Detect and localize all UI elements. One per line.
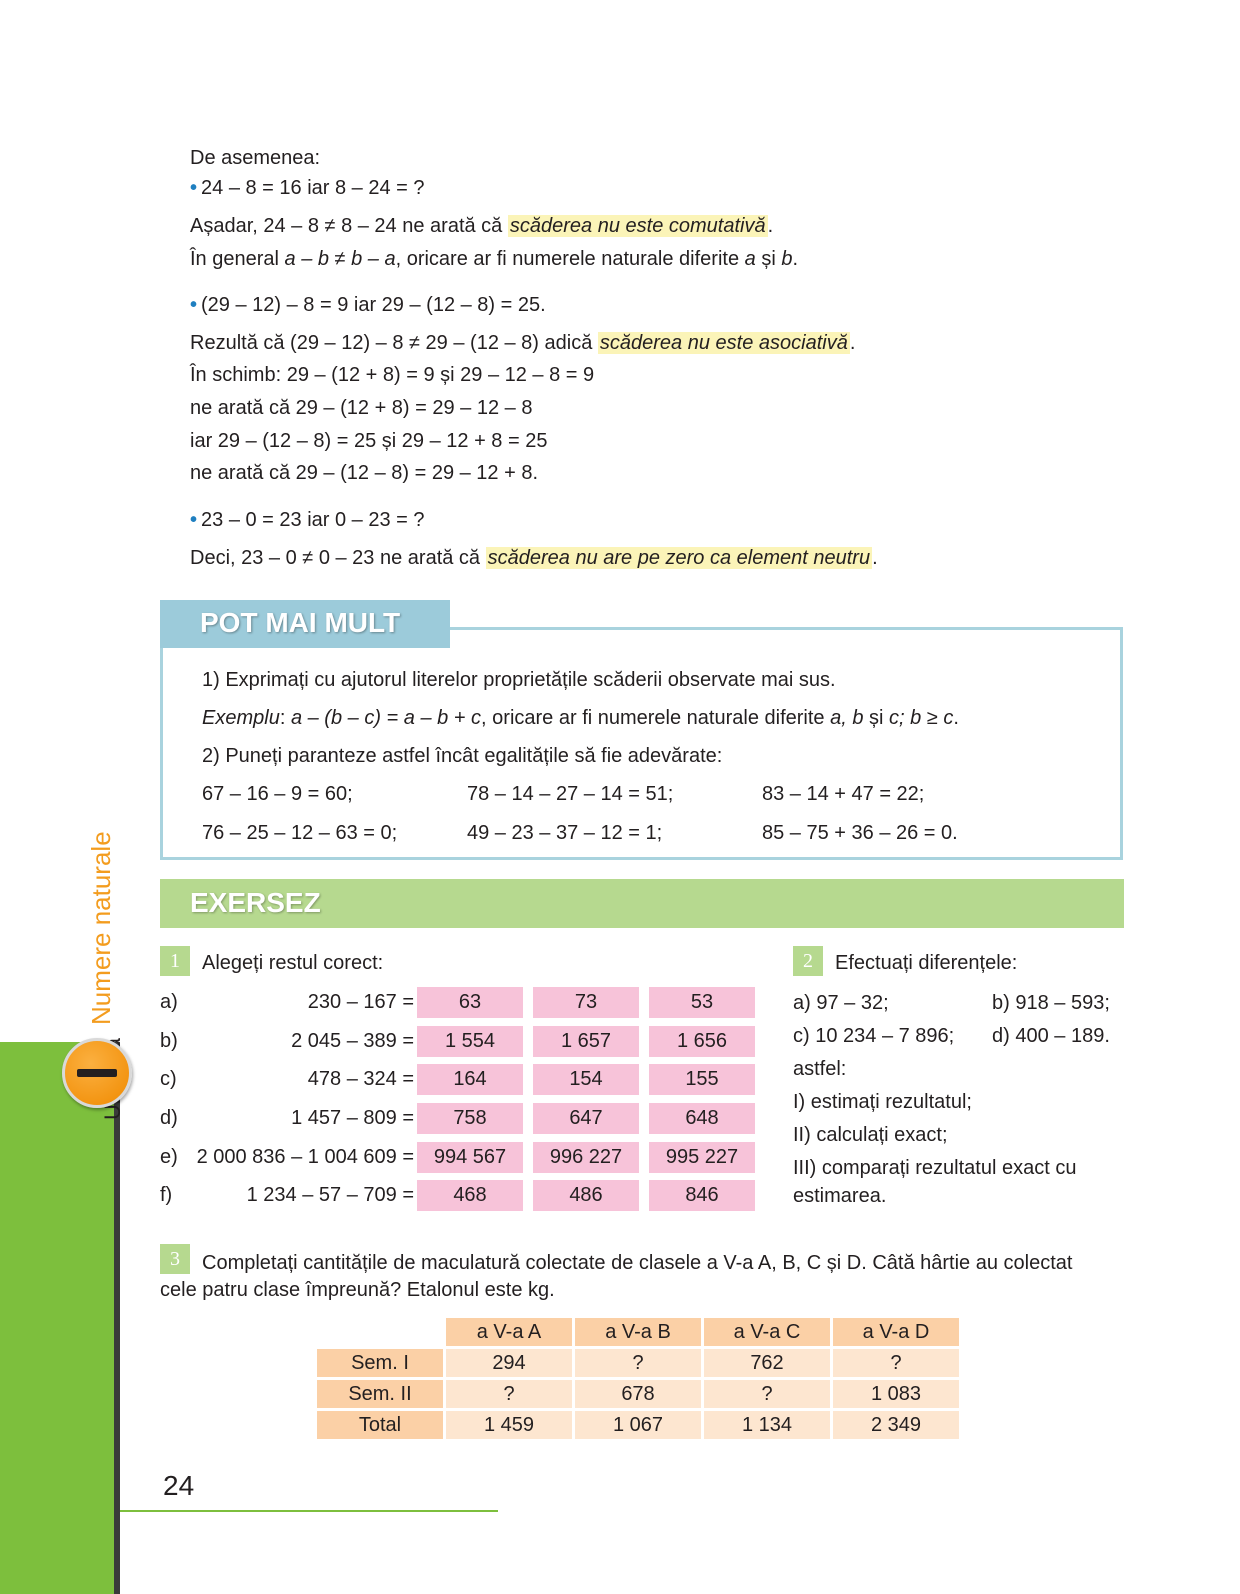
pot-example: Exemplu: a – (b – c) = a – b + c, oricare ar fi numerele naturale diferite a, b și c; b ≥ c. bbox=[202, 707, 959, 729]
answer-option[interactable]: 468 bbox=[417, 1180, 523, 1211]
exercise-2-badge: 2 bbox=[793, 946, 823, 976]
table-header: a V-a B bbox=[575, 1318, 701, 1346]
table-row-label: Sem. II bbox=[317, 1380, 443, 1408]
exercise-2-step: I) estimați rezultatul; bbox=[793, 1091, 972, 1113]
answer-option[interactable]: 647 bbox=[533, 1103, 639, 1134]
exercise-3-badge: 3 bbox=[160, 1244, 190, 1274]
exercise-2-step: II) calculați exact; bbox=[793, 1124, 948, 1146]
pot-equation: 85 – 75 + 36 – 26 = 0. bbox=[762, 822, 958, 844]
table-cell: 2 349 bbox=[833, 1411, 959, 1439]
intro-line-10: ne arată că 29 – (12 – 8) = 29 – 12 + 8. bbox=[190, 462, 539, 484]
unit-topic-label: Numere naturale bbox=[86, 831, 116, 1025]
pot-equation: 49 – 23 – 37 – 12 = 1; bbox=[467, 822, 663, 844]
intro-line-11: • 23 – 0 = 23 iar 0 – 23 = ? bbox=[190, 509, 425, 531]
exersez-title: EXERSEZ bbox=[190, 887, 321, 918]
exercise-2-item: b) 918 – 593; bbox=[992, 992, 1110, 1014]
answer-option[interactable]: 1 656 bbox=[649, 1026, 755, 1057]
highlight-neutral: scăderea nu are pe zero ca element neutru bbox=[487, 547, 871, 569]
answer-option[interactable]: 164 bbox=[417, 1064, 523, 1095]
exercise-2-item: a) 97 – 32; bbox=[793, 992, 889, 1014]
answer-option[interactable]: 154 bbox=[533, 1064, 639, 1095]
row-expression: 1 457 – 809 = bbox=[291, 1107, 414, 1129]
row-expression: 478 – 324 = bbox=[307, 1068, 414, 1090]
table-row-label: Total bbox=[317, 1411, 443, 1439]
row-letter: d) bbox=[160, 1107, 178, 1129]
table-cell: ? bbox=[575, 1349, 701, 1377]
page-number: 24 bbox=[163, 1470, 195, 1501]
intro-line-1: De asemenea: bbox=[190, 147, 321, 169]
answer-option[interactable]: 994 567 bbox=[417, 1142, 523, 1173]
pot-question-1: 1) Exprimați cu ajutorul literelor proprietățile scăderii observate mai sus. bbox=[202, 669, 836, 691]
page-rule bbox=[120, 1510, 498, 1512]
table-row-label: Sem. I bbox=[317, 1349, 443, 1377]
side-band bbox=[0, 1042, 120, 1594]
intro-line-12: Deci, 23 – 0 ≠ 0 – 23 ne arată că scăderea nu are pe zero ca element neutru . bbox=[190, 547, 878, 569]
row-letter: c) bbox=[160, 1068, 177, 1090]
table-cell: 294 bbox=[446, 1349, 572, 1377]
table-header: a V-a D bbox=[833, 1318, 959, 1346]
highlight-commutative: scăderea nu este comutativă bbox=[509, 215, 766, 237]
bullet-icon: • bbox=[190, 177, 198, 199]
bullet-icon: • bbox=[190, 509, 198, 531]
unit-number-icon bbox=[62, 1038, 132, 1108]
table-cell: ? bbox=[833, 1349, 959, 1377]
answer-option[interactable]: 648 bbox=[649, 1103, 755, 1134]
exercise-2-step: estimarea. bbox=[793, 1185, 887, 1207]
row-letter: a) bbox=[160, 991, 178, 1013]
answer-option[interactable]: 758 bbox=[417, 1103, 523, 1134]
row-expression: 230 – 167 = bbox=[307, 991, 414, 1013]
answer-option[interactable]: 73 bbox=[533, 987, 639, 1018]
row-letter: f) bbox=[160, 1184, 173, 1206]
intro-line-3: Așadar, 24 – 8 ≠ 8 – 24 ne arată că scăderea nu este comutativă . bbox=[190, 215, 774, 237]
row-expression: 2 000 836 – 1 004 609 = bbox=[196, 1146, 414, 1168]
answer-option[interactable]: 1 554 bbox=[417, 1026, 523, 1057]
exercise-2-astfel: astfel: bbox=[793, 1058, 847, 1080]
answer-option[interactable]: 995 227 bbox=[649, 1142, 755, 1173]
exercise-2-item: d) 400 – 189. bbox=[992, 1025, 1110, 1047]
exercise-2-item: c) 10 234 – 7 896; bbox=[793, 1025, 955, 1047]
table-cell: ? bbox=[446, 1380, 572, 1408]
answer-option[interactable]: 53 bbox=[649, 987, 755, 1018]
pot-question-2: 2) Puneți paranteze astfel încât egalitățile să fie adevărate: bbox=[202, 745, 723, 767]
pot-equation: 76 – 25 – 12 – 63 = 0; bbox=[202, 822, 398, 844]
answer-option[interactable]: 486 bbox=[533, 1180, 639, 1211]
answer-option[interactable]: 846 bbox=[649, 1180, 755, 1211]
table-cell: 1 067 bbox=[575, 1411, 701, 1439]
pot-mai-mult-title: POT MAI MULT bbox=[200, 607, 401, 638]
table-cell: 1 134 bbox=[704, 1411, 830, 1439]
intro-line-7: În schimb: 29 – (12 + 8) = 9 și 29 – 12 – 8 = 9 bbox=[190, 364, 595, 386]
intro-line-2: • 24 – 8 = 16 iar 8 – 24 = ? bbox=[190, 177, 425, 199]
exercise-3-line-1: Completați cantitățile de maculatură colectate de clasele a V-a A, B, C și D. Câtă hârtie au colectat bbox=[202, 1252, 1073, 1274]
answer-option[interactable]: 63 bbox=[417, 987, 523, 1018]
intro-line-5: • (29 – 12) – 8 = 9 iar 29 – (12 – 8) = 25. bbox=[190, 294, 546, 316]
table-cell: 678 bbox=[575, 1380, 701, 1408]
answer-option[interactable]: 155 bbox=[649, 1064, 755, 1095]
highlight-associative: scăderea nu este asociativă bbox=[599, 332, 848, 354]
exercise-1-badge: 1 bbox=[160, 946, 190, 976]
pot-equation: 78 – 14 – 27 – 14 = 51; bbox=[467, 783, 674, 805]
exercise-3-line-2: cele patru clase împreună? Etalonul este kg. bbox=[160, 1279, 555, 1301]
exercise-1-prompt: Alegeți restul corect: bbox=[202, 952, 384, 974]
row-expression: 1 234 – 57 – 709 = bbox=[246, 1184, 414, 1206]
table-header: a V-a A bbox=[446, 1318, 572, 1346]
table-cell: 762 bbox=[704, 1349, 830, 1377]
bullet-icon: • bbox=[190, 294, 198, 316]
answer-option[interactable]: 996 227 bbox=[533, 1142, 639, 1173]
intro-line-6: Rezultă că (29 – 12) – 8 ≠ 29 – (12 – 8) adică scăderea nu este asociativă . bbox=[190, 332, 856, 354]
pot-equation: 67 – 16 – 9 = 60; bbox=[202, 783, 353, 805]
table-cell: 1 459 bbox=[446, 1411, 572, 1439]
row-letter: e) bbox=[160, 1146, 178, 1168]
exercise-2-step: III) comparați rezultatul exact cu bbox=[793, 1157, 1077, 1179]
intro-line-8: ne arată că 29 – (12 + 8) = 29 – 12 – 8 bbox=[190, 397, 533, 419]
pot-equation: 83 – 14 + 47 = 22; bbox=[762, 783, 925, 805]
table-cell: ? bbox=[704, 1380, 830, 1408]
row-letter: b) bbox=[160, 1030, 178, 1052]
intro-line-4: În general a – b ≠ b – a, oricare ar fi numerele naturale diferite a și b. bbox=[190, 248, 799, 270]
intro-line-9: iar 29 – (12 – 8) = 25 și 29 – 12 + 8 = 25 bbox=[190, 430, 548, 452]
exercise-2-prompt: Efectuați diferențele: bbox=[835, 952, 1018, 974]
table-header: a V-a C bbox=[704, 1318, 830, 1346]
row-expression: 2 045 – 389 = bbox=[291, 1030, 414, 1052]
table-cell: 1 083 bbox=[833, 1380, 959, 1408]
answer-option[interactable]: 1 657 bbox=[533, 1026, 639, 1057]
